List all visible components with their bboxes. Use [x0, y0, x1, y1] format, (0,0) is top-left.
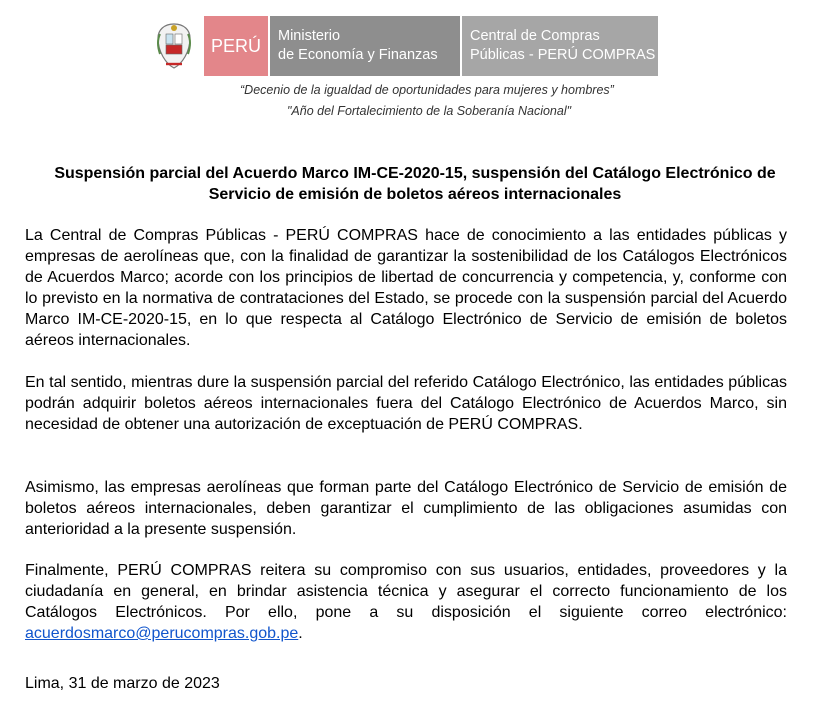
decade-motto: “Decenio de la igualdad de oportunidades para mujeres y hombres” — [240, 83, 614, 97]
paragraph-contact — [25, 560, 787, 644]
peru-coat-of-arms-icon — [148, 16, 200, 76]
document-date: Lima, 31 de marzo de 2023 — [25, 675, 220, 692]
peru-label: PERÚ — [210, 35, 261, 56]
agency-line2: Públicas - PERÚ COMPRAS — [470, 47, 656, 63]
paragraph-suspension-effect: En tal sentido, mientras dure la suspensión parcial del referido Catálogo Electrónico, las entidades públicas podrán adquirir boletos aéreos internacionales fuera del Catálogo Electrónico de Acuerdos Marco, sin necesidad de obtener una autorización de exceptuación de PERÚ COMPRAS. — [25, 374, 787, 433]
document-title: Suspensión parcial del Acuerdo Marco IM-CE-2020-15, suspensión del Catálogo Electrónico de Servicio de emisión de boletos aéreos internacionales — [54, 165, 776, 203]
peru-logo-box — [204, 16, 268, 76]
ministry-line2: de Economía y Finanzas — [278, 47, 438, 63]
paragraph-intro: La Central de Compras Públicas - PERÚ COMPRAS hace de conocimiento a las entidades públicas y empresas de aerolíneas que, con la finalidad de garantizar la sostenibilidad de los Catálogos Electrónicos de Acuerdos Marco; acorde con los principios de libertad de concurrencia y competencia, y, conforme con lo previsto en la normativa de contrataciones del Estado, se procede con la suspensión parcial del Acuerdo Marco IM-CE-2020-15, en lo que respecta al Catálogo Electrónico de Servicio de emisión de boletos aéreos internacionales. — [25, 227, 787, 349]
contact-text: Finalmente, PERÚ COMPRAS reitera su compromiso con sus usuarios, entidades, proveedores y la ciudadanía en general, en brindar asistencia técnica y asegurar el correcto funcionamiento de los Catálogos Electrónicos. Por ello, pone a su disposición el siguiente correo electrónico: — [25, 562, 787, 621]
paragraph-airline-obligations: Asimismo, las empresas aerolíneas que forman parte del Catálogo Electrónico de Servicio de emisión de boletos aéreos internacionales, deben garantizar el cumplimiento de las obligaciones asumidas con anterioridad a la presente suspensión. — [25, 479, 787, 538]
year-motto: "Año del Fortalecimiento de la Soberanía Nacional" — [287, 104, 572, 118]
agency-line1: Central de Compras — [470, 28, 600, 44]
header-banner — [148, 16, 658, 76]
email-suffix: . — [298, 625, 303, 642]
ministry-line1: Ministerio — [278, 28, 341, 44]
email-link[interactable]: acuerdosmarco@perucompras.gob.pe — [25, 625, 299, 642]
ministry-logo-box — [270, 16, 460, 76]
agency-logo-box — [462, 16, 658, 76]
